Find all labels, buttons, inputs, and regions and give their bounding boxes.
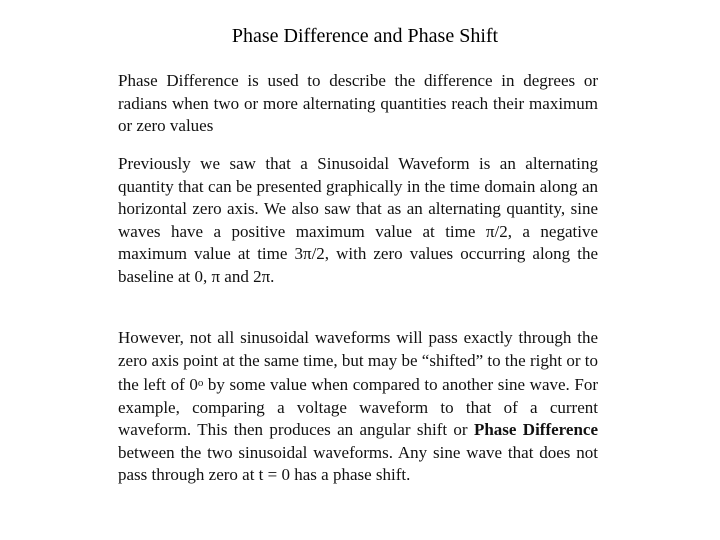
phase-difference-term: Phase Difference: [473, 420, 599, 439]
paragraph-phase-shift: [118, 327, 598, 487]
paragraph-phase-shift-part2: by some value when compared to another sine wave. For example, comparing a voltage waveform to that of a current waveform. This then produces an angular shift or: [118, 375, 598, 439]
page-title: Phase Difference and Phase Shift: [231, 25, 499, 47]
paragraph-phase-shift-part1: However, not all sinusoidal waveforms will pass exactly through the zero axis point at the same time, but may be “shifted” to the right or to the left of 0: [118, 328, 598, 394]
paragraph-sinusoidal-waveform: Previously we saw that a Sinusoidal Waveform is an alternating quantity that can be presented graphically in the time domain along an horizontal zero axis. We also saw that as an alternating quantity, sine waves have a positive maximum value at time π/2, a negative maximum value at time 3π/2, with zero values occurring along the baseline at 0, π and 2π.: [118, 154, 598, 286]
degree-superscript: o: [197, 377, 204, 389]
paragraph-phase-shift-part3: between the two sinusoidal waveforms. Any sine wave that does not pass through zero at t = 0 has a phase shift.: [118, 442, 598, 484]
paragraph-definition: Phase Difference is used to describe the difference in degrees or radians when two or more alternating quantities reach their maximum or zero values: [118, 71, 598, 135]
